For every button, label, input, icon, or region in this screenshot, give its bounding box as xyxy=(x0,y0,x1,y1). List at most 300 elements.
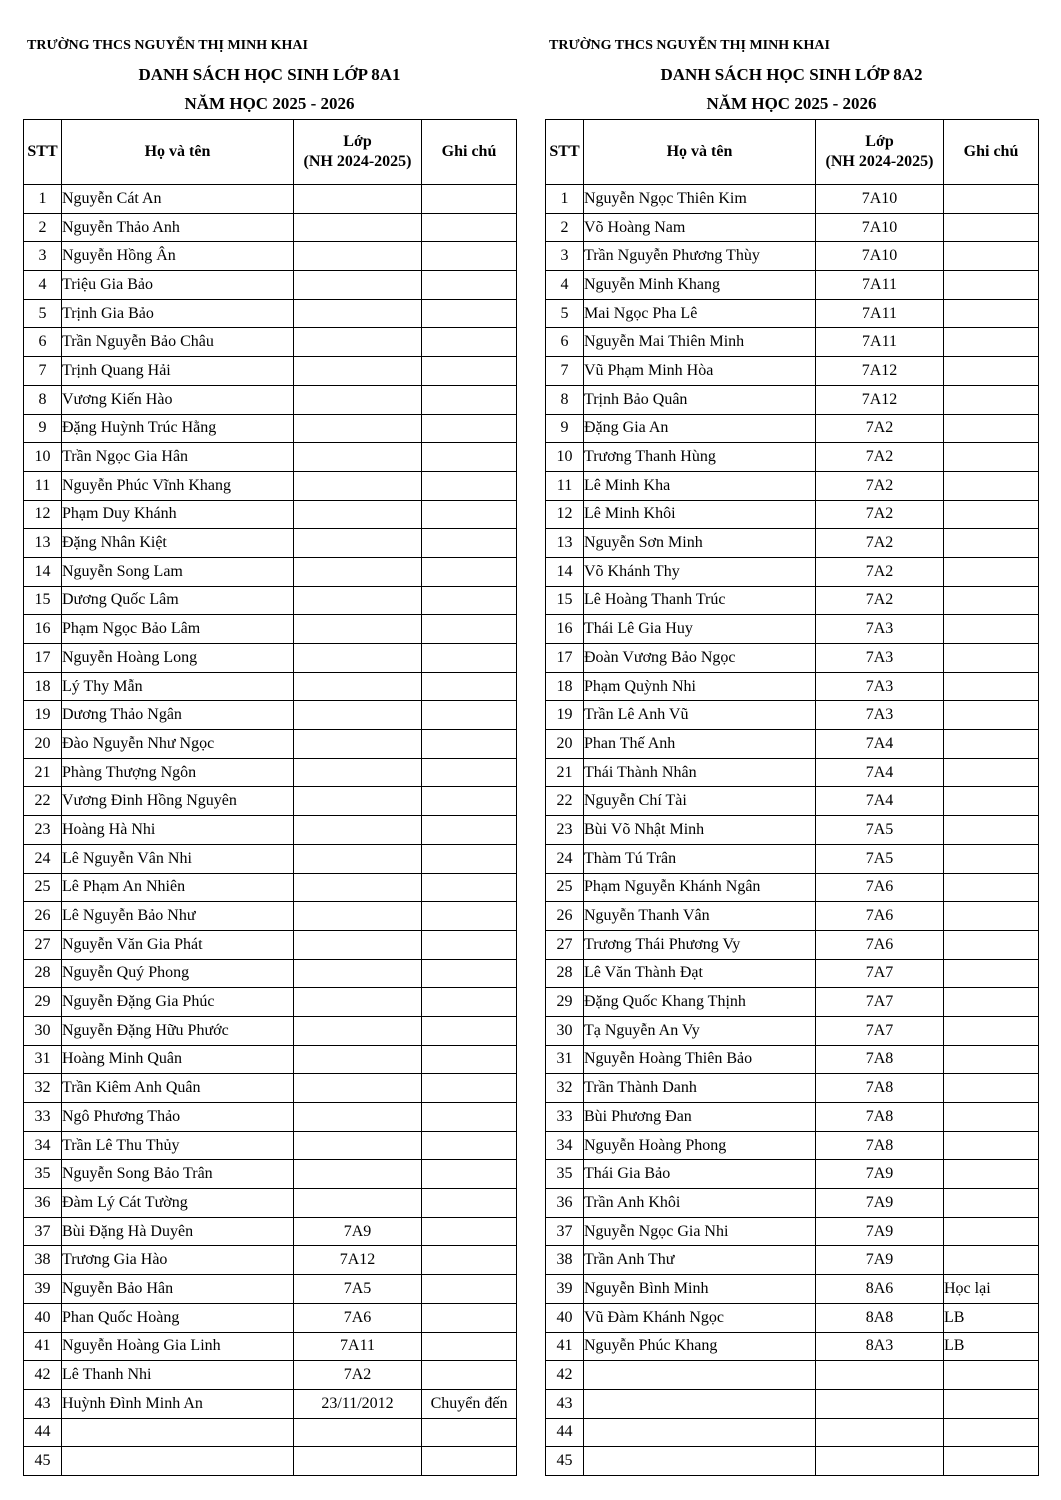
header-class xyxy=(294,120,422,185)
previous-class: 7A12 xyxy=(816,357,944,386)
table-row xyxy=(546,299,1039,328)
table-row xyxy=(24,213,517,242)
header-class-line2: (NH 2024-2025) xyxy=(825,153,934,170)
student-name: Phạm Quỳnh Nhi xyxy=(584,672,816,701)
student-name: Lê Thanh Nhi xyxy=(62,1361,294,1390)
previous-class xyxy=(294,1103,422,1132)
student-name: Vương Kiến Hào xyxy=(62,385,294,414)
note xyxy=(422,701,517,730)
row-number: 44 xyxy=(24,1418,62,1447)
student-name: Lê Minh Kha xyxy=(584,471,816,500)
student-name: Trần Lê Thu Thủy xyxy=(62,1131,294,1160)
note xyxy=(944,1217,1039,1246)
note xyxy=(422,644,517,673)
row-number: 34 xyxy=(24,1131,62,1160)
previous-class xyxy=(294,902,422,931)
student-name: Lê Văn Thành Đạt xyxy=(584,959,816,988)
student-name: Nguyễn Đặng Hữu Phước xyxy=(62,1016,294,1045)
previous-class xyxy=(294,1016,422,1045)
student-name: Dương Quốc Lâm xyxy=(62,586,294,615)
previous-class: 7A5 xyxy=(294,1275,422,1304)
student-name: Nguyễn Thanh Vân xyxy=(584,902,816,931)
note xyxy=(944,500,1039,529)
previous-class: 7A6 xyxy=(816,902,944,931)
row-number: 42 xyxy=(24,1361,62,1390)
note xyxy=(422,500,517,529)
row-number: 14 xyxy=(546,557,584,586)
note xyxy=(944,529,1039,558)
table-row xyxy=(24,988,517,1017)
table-row xyxy=(24,1303,517,1332)
row-number: 40 xyxy=(24,1303,62,1332)
table-row xyxy=(546,1074,1039,1103)
row-number: 5 xyxy=(546,299,584,328)
note xyxy=(422,1131,517,1160)
previous-class: 8A8 xyxy=(816,1303,944,1332)
student-name: Nguyễn Phúc Khang xyxy=(584,1332,816,1361)
student-name: Trần Anh Khôi xyxy=(584,1189,816,1218)
student-table-8a1 xyxy=(23,119,517,1476)
table-row xyxy=(546,1189,1039,1218)
row-number: 15 xyxy=(546,586,584,615)
row-number: 43 xyxy=(546,1389,584,1418)
row-number: 16 xyxy=(24,615,62,644)
student-name: Trần Nguyễn Bảo Châu xyxy=(62,328,294,357)
table-row xyxy=(546,701,1039,730)
table-row xyxy=(546,816,1039,845)
row-number: 28 xyxy=(546,959,584,988)
row-number: 30 xyxy=(546,1016,584,1045)
student-name: Trương Gia Hào xyxy=(62,1246,294,1275)
row-number: 38 xyxy=(24,1246,62,1275)
row-number: 27 xyxy=(24,930,62,959)
row-number: 45 xyxy=(24,1447,62,1476)
note xyxy=(944,758,1039,787)
student-name: Nguyễn Đặng Gia Phúc xyxy=(62,988,294,1017)
student-name: Thái Gia Bảo xyxy=(584,1160,816,1189)
table-row xyxy=(24,1389,517,1418)
table-row xyxy=(24,1418,517,1447)
table-row xyxy=(546,1217,1039,1246)
row-number: 39 xyxy=(546,1275,584,1304)
student-name: Lý Thy Mẫn xyxy=(62,672,294,701)
table-row xyxy=(546,1016,1039,1045)
table-row xyxy=(24,557,517,586)
previous-class xyxy=(294,557,422,586)
table-row xyxy=(24,1332,517,1361)
header-class xyxy=(816,120,944,185)
student-name: Trương Thái Phương Vy xyxy=(584,930,816,959)
note xyxy=(944,185,1039,214)
previous-class: 8A6 xyxy=(816,1275,944,1304)
row-number: 24 xyxy=(24,844,62,873)
note xyxy=(944,873,1039,902)
previous-class: 7A12 xyxy=(816,385,944,414)
student-name: Trần Ngọc Gia Hân xyxy=(62,443,294,472)
row-number: 9 xyxy=(546,414,584,443)
table-row xyxy=(546,414,1039,443)
note xyxy=(944,787,1039,816)
student-name: Trần Thành Danh xyxy=(584,1074,816,1103)
previous-class xyxy=(816,1418,944,1447)
row-number: 2 xyxy=(546,213,584,242)
student-name xyxy=(62,1418,294,1447)
row-number: 25 xyxy=(546,873,584,902)
header-stt: STT xyxy=(546,120,584,185)
note xyxy=(422,1447,517,1476)
note xyxy=(422,328,517,357)
student-name: Đặng Nhân Kiệt xyxy=(62,529,294,558)
student-name: Đặng Huỳnh Trúc Hằng xyxy=(62,414,294,443)
previous-class: 7A5 xyxy=(816,816,944,845)
table-row xyxy=(546,1103,1039,1132)
previous-class xyxy=(294,615,422,644)
previous-class xyxy=(294,471,422,500)
previous-class: 7A3 xyxy=(816,672,944,701)
previous-class: 7A9 xyxy=(294,1217,422,1246)
row-number: 12 xyxy=(546,500,584,529)
row-number: 32 xyxy=(546,1074,584,1103)
row-number: 25 xyxy=(24,873,62,902)
previous-class: 7A8 xyxy=(816,1045,944,1074)
student-name: Thái Thành Nhân xyxy=(584,758,816,787)
student-name: Trần Lê Anh Vũ xyxy=(584,701,816,730)
note xyxy=(422,213,517,242)
student-name: Nguyễn Ngọc Thiên Kim xyxy=(584,185,816,214)
student-name: Nguyễn Thảo Anh xyxy=(62,213,294,242)
table-row xyxy=(546,185,1039,214)
student-name: Đặng Quốc Khang Thịnh xyxy=(584,988,816,1017)
note xyxy=(422,873,517,902)
table-row xyxy=(546,471,1039,500)
student-name: Lê Nguyễn Bảo Như xyxy=(62,902,294,931)
student-name: Nguyễn Mai Thiên Minh xyxy=(584,328,816,357)
note xyxy=(422,1361,517,1390)
previous-class xyxy=(294,1074,422,1103)
row-number: 16 xyxy=(546,615,584,644)
row-number: 4 xyxy=(546,271,584,300)
row-number: 13 xyxy=(24,529,62,558)
student-name: Nguyễn Song Bảo Trân xyxy=(62,1160,294,1189)
student-name: Nguyễn Hoàng Phong xyxy=(584,1131,816,1160)
row-number: 37 xyxy=(24,1217,62,1246)
previous-class xyxy=(294,443,422,472)
note xyxy=(944,1131,1039,1160)
previous-class: 7A6 xyxy=(294,1303,422,1332)
note xyxy=(944,816,1039,845)
row-number: 28 xyxy=(24,959,62,988)
previous-class xyxy=(816,1389,944,1418)
previous-class xyxy=(294,1189,422,1218)
table-row xyxy=(546,1447,1039,1476)
row-number: 32 xyxy=(24,1074,62,1103)
student-name: Lê Hoàng Thanh Trúc xyxy=(584,586,816,615)
note xyxy=(944,672,1039,701)
table-row xyxy=(546,1361,1039,1390)
row-number: 40 xyxy=(546,1303,584,1332)
table-row xyxy=(24,586,517,615)
note xyxy=(422,1160,517,1189)
previous-class: 7A7 xyxy=(816,959,944,988)
previous-class xyxy=(294,816,422,845)
student-name: Bùi Phương Đan xyxy=(584,1103,816,1132)
note xyxy=(944,414,1039,443)
note xyxy=(422,787,517,816)
student-name: Nguyễn Hoàng Thiên Bảo xyxy=(584,1045,816,1074)
header-class-line1: Lớp xyxy=(343,133,372,150)
note xyxy=(422,242,517,271)
header-class-line1: Lớp xyxy=(865,133,894,150)
school-year: NĂM HỌC 2025 - 2026 xyxy=(184,94,355,113)
student-name: Đào Nguyễn Như Ngọc xyxy=(62,730,294,759)
table-row xyxy=(546,357,1039,386)
table-row xyxy=(24,959,517,988)
note xyxy=(422,357,517,386)
student-name: Nguyễn Quý Phong xyxy=(62,959,294,988)
student-name: Trương Thanh Hùng xyxy=(584,443,816,472)
previous-class xyxy=(294,1447,422,1476)
table-row xyxy=(24,242,517,271)
table-row xyxy=(24,357,517,386)
row-number: 21 xyxy=(546,758,584,787)
row-number: 11 xyxy=(546,471,584,500)
table-row xyxy=(24,1016,517,1045)
previous-class xyxy=(294,988,422,1017)
previous-class: 7A9 xyxy=(816,1189,944,1218)
school-name: TRƯỜNG THCS NGUYỄN THỊ MINH KHAI xyxy=(549,38,830,53)
student-name: Nguyễn Hồng Ân xyxy=(62,242,294,271)
row-number: 31 xyxy=(546,1045,584,1074)
student-name: Triệu Gia Bảo xyxy=(62,271,294,300)
table-row xyxy=(24,644,517,673)
previous-class xyxy=(294,1418,422,1447)
student-name: Phàng Thượng Ngôn xyxy=(62,758,294,787)
row-number: 33 xyxy=(546,1103,584,1132)
student-name: Bùi Võ Nhật Minh xyxy=(584,816,816,845)
student-name: Nguyễn Hoàng Gia Linh xyxy=(62,1332,294,1361)
table-row xyxy=(546,1332,1039,1361)
previous-class: 7A2 xyxy=(816,414,944,443)
note xyxy=(422,385,517,414)
table-row xyxy=(546,902,1039,931)
note xyxy=(944,844,1039,873)
header-class-line2: (NH 2024-2025) xyxy=(303,153,412,170)
previous-class xyxy=(294,930,422,959)
row-number: 36 xyxy=(546,1189,584,1218)
previous-class xyxy=(294,873,422,902)
row-number: 26 xyxy=(546,902,584,931)
previous-class xyxy=(294,701,422,730)
row-number: 18 xyxy=(546,672,584,701)
row-number: 4 xyxy=(24,271,62,300)
row-number: 41 xyxy=(24,1332,62,1361)
note xyxy=(422,730,517,759)
header-note: Ghi chú xyxy=(944,120,1039,185)
row-number: 9 xyxy=(24,414,62,443)
table-row xyxy=(546,787,1039,816)
note xyxy=(944,701,1039,730)
student-name: Vương Đinh Hồng Nguyên xyxy=(62,787,294,816)
previous-class xyxy=(294,529,422,558)
table-row xyxy=(24,1131,517,1160)
row-number: 19 xyxy=(546,701,584,730)
previous-class: 7A6 xyxy=(816,930,944,959)
row-number: 42 xyxy=(546,1361,584,1390)
previous-class: 7A9 xyxy=(816,1246,944,1275)
table-row xyxy=(546,529,1039,558)
note xyxy=(944,1246,1039,1275)
row-number: 20 xyxy=(546,730,584,759)
note xyxy=(422,1045,517,1074)
student-name: Trần Nguyễn Phương Thùy xyxy=(584,242,816,271)
table-row xyxy=(546,271,1039,300)
table-body xyxy=(24,185,517,1476)
note xyxy=(944,1045,1039,1074)
student-name: Trần Anh Thư xyxy=(584,1246,816,1275)
note xyxy=(944,271,1039,300)
previous-class: 7A8 xyxy=(816,1074,944,1103)
note xyxy=(422,988,517,1017)
table-row xyxy=(24,299,517,328)
previous-class xyxy=(294,787,422,816)
student-name xyxy=(584,1389,816,1418)
student-name: Nguyễn Minh Khang xyxy=(584,271,816,300)
note xyxy=(944,328,1039,357)
row-number: 17 xyxy=(546,644,584,673)
previous-class: 7A10 xyxy=(816,185,944,214)
previous-class: 7A2 xyxy=(294,1361,422,1390)
table-row xyxy=(24,758,517,787)
table-body xyxy=(546,185,1039,1476)
previous-class xyxy=(816,1447,944,1476)
previous-class xyxy=(294,385,422,414)
note xyxy=(944,1418,1039,1447)
table-header-row xyxy=(546,120,1039,185)
row-number: 2 xyxy=(24,213,62,242)
row-number: 23 xyxy=(546,816,584,845)
note xyxy=(944,357,1039,386)
student-name: Ngô Phương Thảo xyxy=(62,1103,294,1132)
table-row xyxy=(546,1418,1039,1447)
row-number: 43 xyxy=(24,1389,62,1418)
student-name: Phạm Duy Khánh xyxy=(62,500,294,529)
note xyxy=(944,988,1039,1017)
note xyxy=(944,959,1039,988)
note xyxy=(944,902,1039,931)
row-number: 19 xyxy=(24,701,62,730)
previous-class xyxy=(294,586,422,615)
row-number: 31 xyxy=(24,1045,62,1074)
row-number: 8 xyxy=(24,385,62,414)
row-number: 35 xyxy=(546,1160,584,1189)
note xyxy=(944,615,1039,644)
student-name: Nguyễn Bình Minh xyxy=(584,1275,816,1304)
row-number: 10 xyxy=(546,443,584,472)
table-row xyxy=(24,185,517,214)
header-name: Họ và tên xyxy=(62,120,294,185)
table-row xyxy=(24,328,517,357)
student-name: Vũ Phạm Minh Hòa xyxy=(584,357,816,386)
table-row xyxy=(24,1217,517,1246)
note xyxy=(422,1418,517,1447)
note xyxy=(944,1189,1039,1218)
note xyxy=(944,1361,1039,1390)
note xyxy=(944,930,1039,959)
previous-class xyxy=(294,500,422,529)
note xyxy=(944,471,1039,500)
student-name: Mai Ngọc Pha Lê xyxy=(584,299,816,328)
table-row xyxy=(24,414,517,443)
table-row xyxy=(546,213,1039,242)
student-name xyxy=(584,1447,816,1476)
table-row xyxy=(24,615,517,644)
table-row xyxy=(546,385,1039,414)
note: Chuyển đến xyxy=(422,1389,517,1418)
row-number: 7 xyxy=(546,357,584,386)
table-row xyxy=(24,1074,517,1103)
header-note: Ghi chú xyxy=(422,120,517,185)
previous-class: 7A12 xyxy=(294,1246,422,1275)
table-row xyxy=(24,873,517,902)
note xyxy=(944,557,1039,586)
header-name: Họ và tên xyxy=(584,120,816,185)
table-row xyxy=(24,1103,517,1132)
table-row xyxy=(546,1275,1039,1304)
previous-class: 7A3 xyxy=(816,701,944,730)
previous-class: 7A6 xyxy=(816,873,944,902)
row-number: 26 xyxy=(24,902,62,931)
note xyxy=(422,185,517,214)
list-title: DANH SÁCH HỌC SINH LỚP 8A1 xyxy=(138,65,401,84)
student-name: Trịnh Bảo Quân xyxy=(584,385,816,414)
row-number: 13 xyxy=(546,529,584,558)
previous-class: 7A4 xyxy=(816,758,944,787)
student-name: Lê Phạm An Nhiên xyxy=(62,873,294,902)
note xyxy=(422,1189,517,1218)
note xyxy=(944,1074,1039,1103)
table-row xyxy=(24,1189,517,1218)
student-name xyxy=(584,1418,816,1447)
student-name: Phan Quốc Hoàng xyxy=(62,1303,294,1332)
table-row xyxy=(24,443,517,472)
note xyxy=(944,299,1039,328)
student-name: Đặng Gia An xyxy=(584,414,816,443)
student-name: Hoàng Hà Nhi xyxy=(62,816,294,845)
row-number: 7 xyxy=(24,357,62,386)
table-row xyxy=(546,557,1039,586)
note xyxy=(422,299,517,328)
table-row xyxy=(24,1246,517,1275)
row-number: 11 xyxy=(24,471,62,500)
table-row xyxy=(24,1275,517,1304)
previous-class xyxy=(294,185,422,214)
row-number: 33 xyxy=(24,1103,62,1132)
previous-class: 7A11 xyxy=(816,328,944,357)
row-number: 30 xyxy=(24,1016,62,1045)
row-number: 29 xyxy=(546,988,584,1017)
note xyxy=(944,1160,1039,1189)
table-row xyxy=(24,271,517,300)
note xyxy=(422,414,517,443)
table-row xyxy=(546,758,1039,787)
student-name: Bùi Đặng Hà Duyên xyxy=(62,1217,294,1246)
previous-class xyxy=(294,414,422,443)
student-name: Dương Thảo Ngân xyxy=(62,701,294,730)
table-row xyxy=(24,672,517,701)
previous-class: 7A2 xyxy=(816,471,944,500)
previous-class xyxy=(294,357,422,386)
student-name: Phạm Ngọc Bảo Lâm xyxy=(62,615,294,644)
